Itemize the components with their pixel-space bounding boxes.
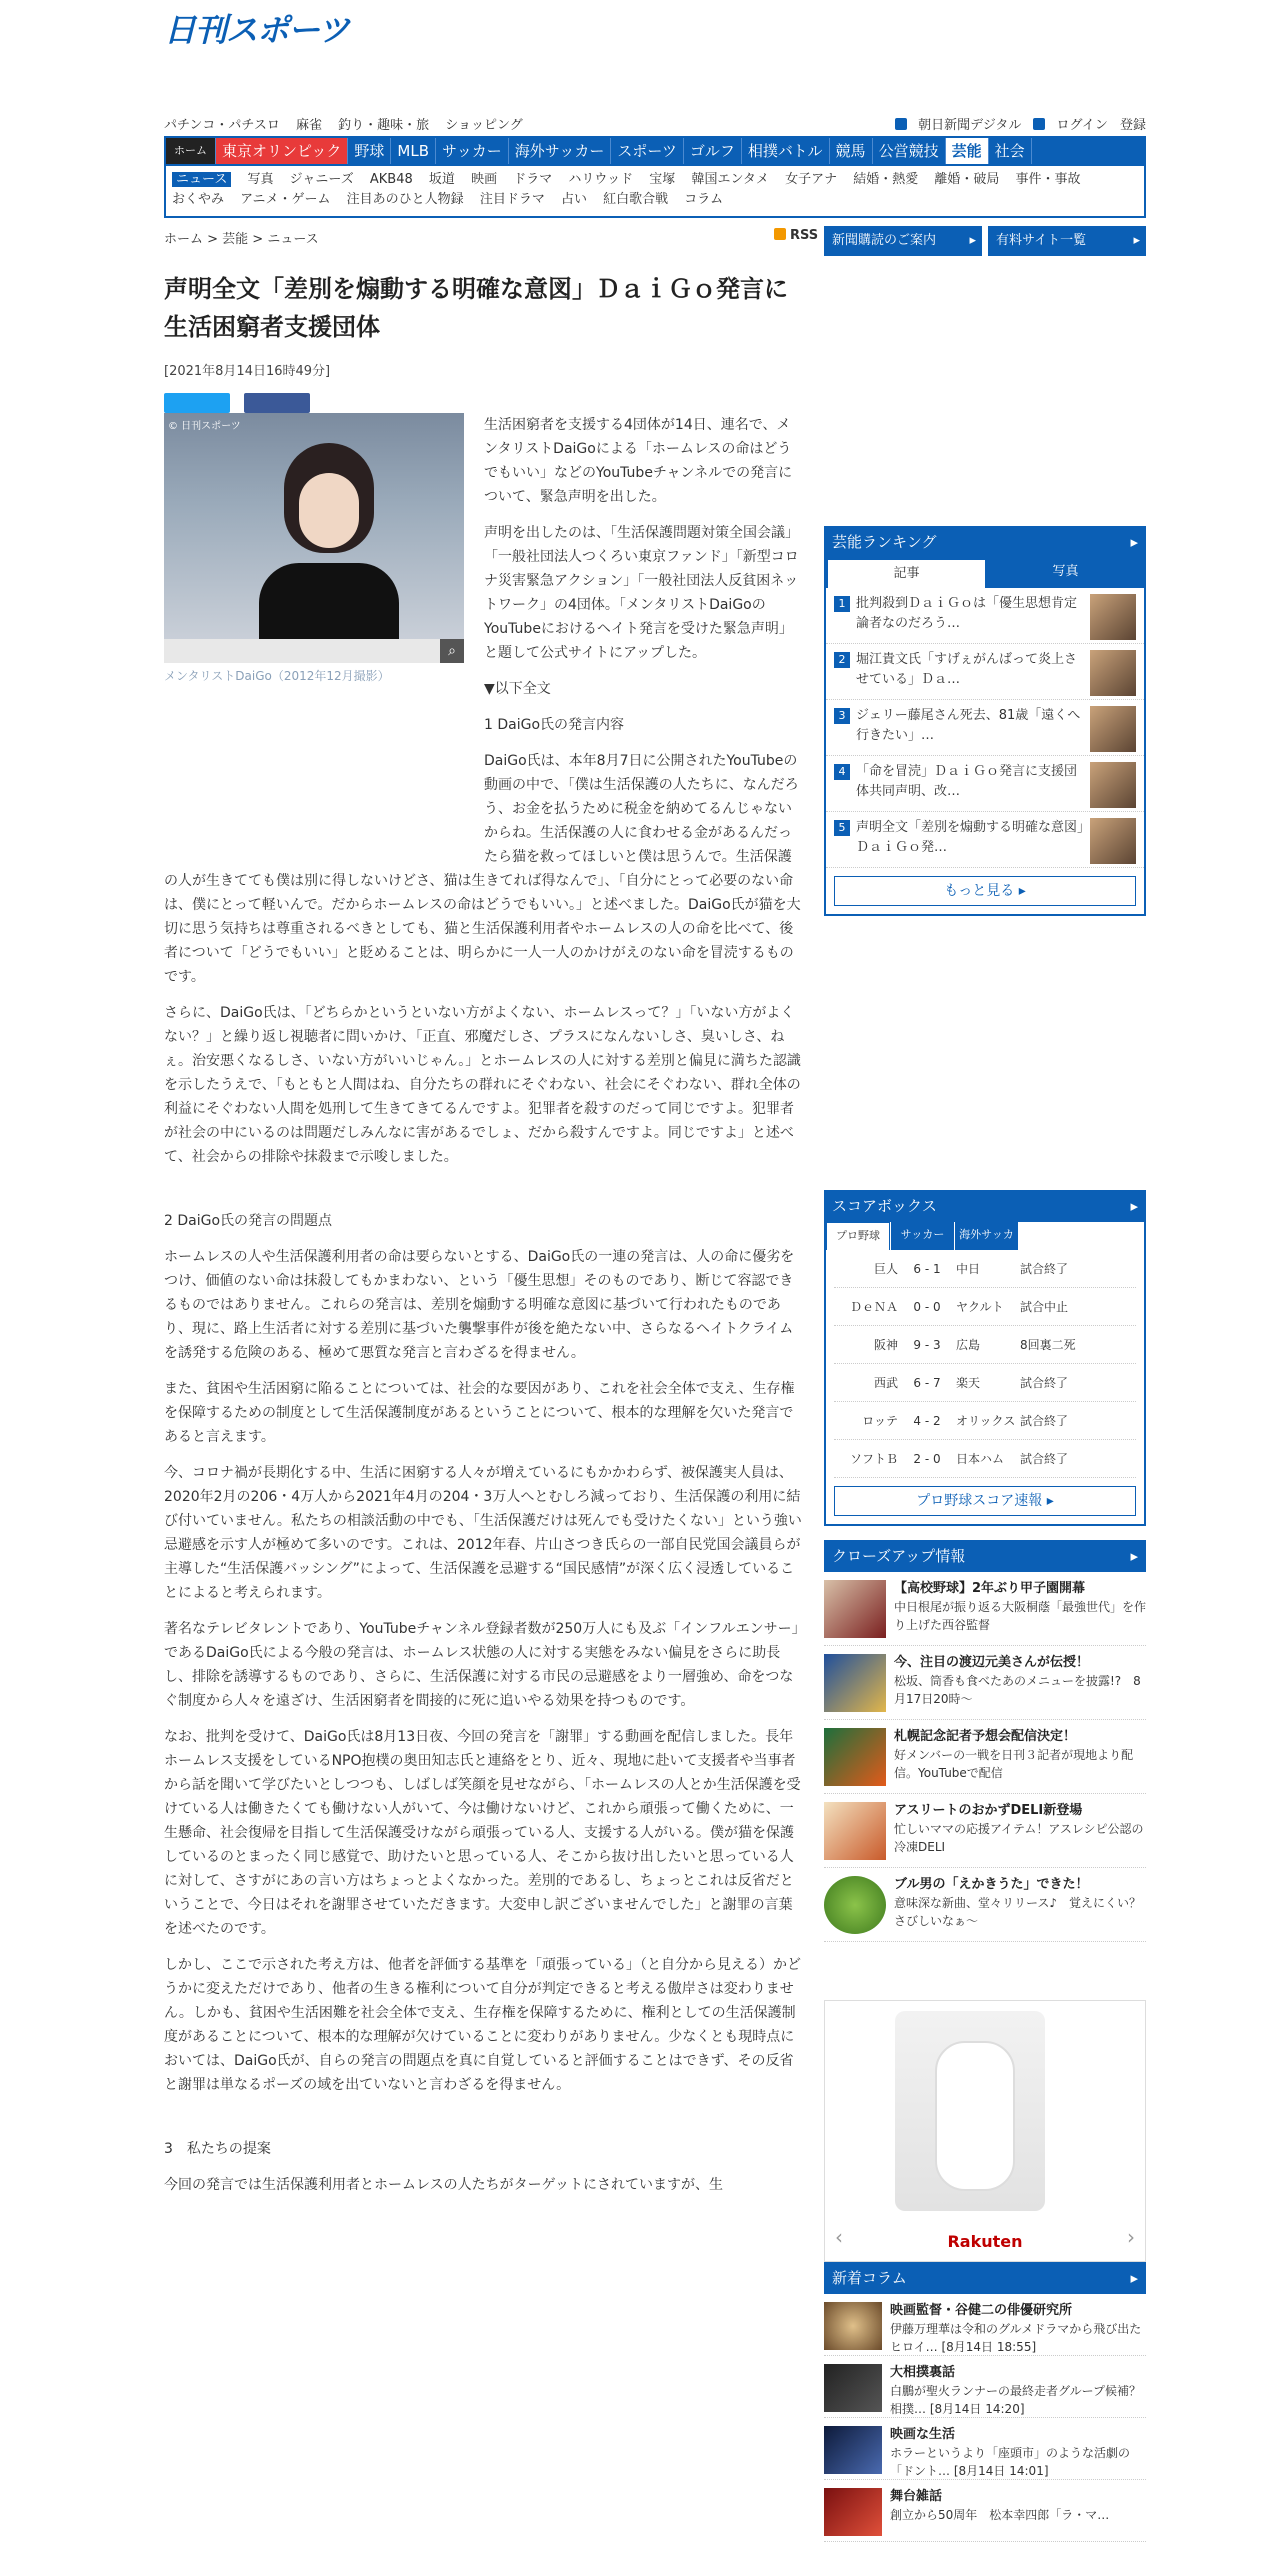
closeup-text: 忙しいママの応援アイテム！アスレシピ公認の冷凍DELI [894, 1822, 1144, 1854]
photo-body [259, 563, 399, 639]
score: 6 - 1 [913, 1262, 941, 1276]
closeup-thumbnail [824, 1728, 886, 1786]
subnav-anime[interactable]: アニメ・ゲーム [240, 192, 331, 207]
nav-sumo[interactable]: 相撲バトル [742, 138, 830, 164]
home-team: 巨人 [873, 1262, 898, 1276]
closeup-headline: 札幌記念記者予想会配信決定！ [894, 1729, 1077, 1744]
top-nav [164, 114, 1146, 134]
paragraph: 今回の発言では生活保護利用者とホームレスの人たちがターゲットにされていますが、生 [164, 2177, 724, 2193]
topnav-shopping[interactable]: ショッピング [445, 118, 523, 133]
tab-world-soccer[interactable]: 海外サッカー [954, 1222, 1018, 1250]
home-team: ＤｅＮＡ [849, 1300, 898, 1314]
closeup-headline: ブル男の「えかきうた」できた！ [894, 1877, 1089, 1892]
subnav-akb[interactable]: AKB48 [369, 172, 413, 187]
home-team: ロッテ [862, 1414, 898, 1428]
paragraph: なお、批判を受けて、DaiGo氏は8月13日夜、今回の発言を「謝罪」する動画を配信しました。長年ホームレス支援をしているNPO抱樸の奥田知志氏と連絡をとり、近々、現地に赴いて支援者や当事者から話を聞いて学びたいとしつつも、しばしば笑顔を見せながら、「ホームレスの人とか生活保護を受けている人は働きたくても働けない人がいて、今は働けないけど、これから頑張って働くために、一生懸命、社会復帰を目指して生活保護受けながら頑張っている人、支援する人がいる。僕が猫を保護しているのとまったく同じ感覚で、助けたいと思っている人、そこから抜け出したいと思っている人に対して、さすがにあの言い方はちょっとよくなかった。差別的であるし、ちょっとこれは反省だということで、今日はそれを謝罪させていただきます。大変申し訳ございませんでした」と謝罪の言葉を述べたのです。 [164, 1729, 801, 1937]
more-label: プロ野球スコア速報 [916, 1493, 1043, 1509]
ranking-item[interactable] [826, 644, 1144, 700]
column-item[interactable] [824, 2356, 1154, 2418]
subnav-news[interactable]: ニュース [172, 172, 231, 187]
right-top-buttons [824, 226, 1146, 256]
nav-mlb[interactable]: MLB [391, 138, 436, 164]
game-status: 8回裏二死 [1020, 1338, 1076, 1352]
sub-nav [164, 166, 1146, 218]
facebook-share-button[interactable] [244, 393, 310, 413]
article [164, 270, 804, 2193]
rank-number: 4 [834, 764, 850, 780]
paid-sites-button[interactable]: 有料サイト一覧 ▸ [988, 226, 1146, 256]
subnav-sakamichi[interactable]: 坂道 [428, 172, 455, 187]
closeup-thumbnail [824, 1580, 886, 1638]
closeup-text: 好メンバーの一戦を日刊３記者が現地より配信。YouTubeで配信 [894, 1748, 1134, 1780]
score-more-button[interactable]: プロ野球スコア速報 ▸ [834, 1486, 1136, 1516]
subnav-korea[interactable]: 韓国エンタメ [691, 172, 769, 187]
score: 9 - 3 [913, 1338, 941, 1352]
paragraph: ▼以下全文 [484, 681, 551, 697]
column-headline: 映画な生活 [890, 2427, 956, 2442]
ranking-box [824, 526, 1146, 916]
photo-caption: メンタリストDaiGo（2012年12月撮影） [164, 669, 390, 683]
column-thumbnail [824, 2364, 882, 2412]
subnav-obituary[interactable]: おくやみ [172, 192, 225, 207]
closeup-box [824, 1540, 1146, 1942]
rank-number: 3 [834, 708, 850, 724]
subnav-announcer[interactable]: 女子アナ [785, 172, 838, 187]
ranking-item[interactable] [826, 756, 1144, 812]
paragraph: 1 DaiGo氏の発言内容 [484, 717, 625, 733]
nav-olympic[interactable]: 東京オリンピック [216, 138, 348, 164]
subscription-button[interactable]: 新聞購読のご案内 ▸ [824, 226, 982, 256]
subnav-takarazuka[interactable]: 宝塚 [649, 172, 676, 187]
closeup-headline: 【高校野球】2年ぶり甲子園開幕 [894, 1581, 1086, 1596]
column-title[interactable]: 新着コラム ▸ [824, 2262, 1146, 2294]
closeup-title: クローズアップ情報 ▸ [824, 1540, 1146, 1572]
subnav-movie[interactable]: 映画 [471, 172, 498, 187]
nav-baseball[interactable]: 野球 [348, 138, 391, 164]
score-row[interactable] [834, 1364, 1136, 1402]
ranking-title[interactable]: 芸能ランキング ▸ [824, 526, 1146, 558]
rank-thumbnail [1090, 594, 1136, 640]
closeup-thumbnail [824, 1654, 886, 1712]
column-thumbnail [824, 2426, 882, 2474]
score-row[interactable] [834, 1250, 1136, 1288]
paragraph: 生活困窮者を支援する4団体が14日、連名で、メンタリストDaiGoによる「ホームレスの命はどうでもいい」などのYouTubeチャンネルでの発言について、緊急声明を出した。 [484, 417, 793, 505]
closeup-item[interactable] [824, 1794, 1146, 1868]
ranking-more-button[interactable]: もっと見る ▸ [834, 876, 1136, 906]
column-headline: 舞台雑話 [890, 2489, 943, 2504]
rss-label: RSS [790, 228, 819, 243]
score-row[interactable] [834, 1402, 1136, 1440]
asahi-link[interactable] [895, 118, 1021, 133]
share-buttons [164, 393, 804, 413]
ranking-item[interactable] [826, 700, 1144, 756]
column-headline: 大相撲裏話 [890, 2365, 956, 2380]
zoom-icon[interactable]: ⌕ [440, 639, 464, 663]
ad-brand: Rakuten [947, 2232, 1023, 2251]
game-status: 試合終了 [1020, 1414, 1069, 1428]
nav-sports[interactable]: スポーツ [611, 138, 683, 164]
rank-thumbnail [1090, 706, 1136, 752]
chevron-right-icon[interactable]: › [1127, 2225, 1135, 2249]
topnav-fishing[interactable]: 釣り・趣味・旅 [338, 118, 430, 133]
paragraph: ホームレスの人や生活保護利用者の命は要らないとする、DaiGo氏の一連の発言は、人の命に優劣をつけ、価値のない命は抹殺してもかまわない、という「優生思想」そのものであり、断じて容認できるものではありません。これらの発言は、差別を煽動する明確な意図に基づいて行われたものであり、現に、路上生活者に対する差別に基づいた襲撃事件が後を絶たない中、さらなるヘイトクライムを誘発する危険のある、極めて悪質な発言と言わざるを得ません。 [164, 1249, 795, 1361]
column-date: [8月14日 14:01] [953, 2464, 1049, 2478]
ad-product-detail [935, 2041, 1015, 2191]
column-text: 伊藤万理華は令和のグルメドラマから飛び出たヒロイ… [890, 2322, 1142, 2354]
photo-image [164, 413, 464, 639]
topnav-pachinko[interactable]: パチンコ・パチスロ [164, 118, 280, 133]
column-headline: 映画監督・谷健二の俳優研究所 [890, 2303, 1073, 2318]
ranking-item[interactable] [826, 812, 1144, 868]
column-date: [8月14日 18:55] [941, 2340, 1037, 2354]
paragraph: また、貧困や生活困窮に陥ることについては、社会的な要因があり、これを社会全体で支え、生存権を保障するための制度として生活保護制度があるということについて、根本的な理解を欠いた発言であると言えます。 [164, 1381, 795, 1445]
closeup-item[interactable] [824, 1720, 1146, 1794]
column-text: 創立から50周年 松本幸四郎「ラ・マ… [890, 2508, 1110, 2522]
scorebox [824, 1190, 1146, 1526]
tab-soccer[interactable]: サッカー [890, 1222, 954, 1250]
score-row[interactable] [834, 1440, 1136, 1478]
rank-text: 「命を冒涜」ＤａｉＧｏ発言に支援団体共同声明、改… [856, 764, 1078, 799]
game-status: 試合終了 [1020, 1452, 1069, 1466]
article-date: [2021年8月14日16時49分] [164, 364, 331, 379]
closeup-item[interactable] [824, 1868, 1146, 1942]
rank-number: 2 [834, 652, 850, 668]
rank-number: 1 [834, 596, 850, 612]
column-date: [8月14日 14:20] [929, 2402, 1025, 2416]
section-heading: 2 DaiGo氏の発言の問題点 [164, 1213, 333, 1229]
column-item[interactable] [824, 2418, 1146, 2480]
login-label: ログイン [1056, 118, 1108, 133]
nav-society[interactable]: 社会 [989, 138, 1032, 164]
tab-articles[interactable]: 記事 [826, 558, 987, 588]
away-team: 日本ハム [956, 1452, 1005, 1466]
chevron-left-icon[interactable]: ‹ [835, 2225, 843, 2249]
subnav-fortune[interactable]: 占い [560, 192, 587, 207]
game-status: 試合終了 [1020, 1376, 1069, 1390]
paragraph: しかし、ここで示された考え方は、他者を評価する基準を「頑張っている」（と自分から見える）かどうかに変えただけであり、他者の生きる権利について自分が判定できると考える傲岸さは変わりません。しかも、貧困や生活困難を社会全体で支え、生存権を保障するために、権利としての生活保護制度があることについて、根本的な理解が欠けていることに変わりがありません。少なくとも現時点においては、DaiGo氏が、自らの発言の問題点を真に自覚していると評価することはできず、その反省と謝罪は単なるポーズの域を出ていないと言わざるを得ません。 [164, 1957, 801, 2093]
closeup-thumbnail [824, 1802, 886, 1860]
closeup-item[interactable] [824, 1646, 1146, 1720]
column-text: 白鵬が聖火ランナーの最終走者グループ候補？ 相撲… [890, 2384, 1154, 2416]
main-nav [164, 136, 1146, 166]
ad-banner[interactable] [824, 2000, 1146, 2262]
site-logo[interactable] [164, 12, 364, 48]
rank-text: 堀江貴文氏「すげぇがんばって炎上させている」Ｄａ… [856, 652, 1078, 687]
paragraph: 今、コロナ禍が長期化する中、生活に困窮する人々が増えているにもかかわらず、被保護実人員は、2020年2月の206・4万人から2021年4月の204・3万人へとむしろ減っており、生活保護の利用に結び付いていません。私たちの相談活動の中でも、「生活保護だけは死んでも受けたくない」という強い忌避感を示す人が極めて多いのです。これは、2012年春、片山さつき氏らの一部自民党国会議員らが主導した“生活保護バッシング”によって、生活保護を忌避する“国民感情”が深く広く浸透していることによると考えられます。 [164, 1465, 802, 1601]
paragraph: DaiGo氏は、本年8月7日に公開されたYouTubeの動画の中で、「僕は生活保護の人たちに、なんだろう、お金を払うために税金を納めてるんじゃないからね。生活保護の人に食わせる金があるんだったら猫を救ってほしいと僕は思うんで。生活保護の人が生きてても僕は別に得しないけどさ、猫は生きてれば得なんで」、「自分にとって必要のない命は、僕にとって軽いんで。だからホームレスの命はどうでもいい。」と述べました。DaiGo氏が猫を大切に思う気持ちは尊重されるべきとしても、猫と生活保護利用者やホームレスの人の命を比べて、後者について「どうでもいい」と貶めることは、明らかに一人一人のかけがえのない命を冒涜するものです。 [164, 753, 801, 985]
subnav-hollywood[interactable]: ハリウッド [568, 172, 634, 187]
asahi-label: 朝日新聞デジタル [918, 118, 1022, 133]
breadcrumb[interactable]: ホーム > 芸能 > ニュース [164, 232, 319, 247]
article-title: 声明全文「差別を煽動する明確な意図」ＤａｉＧｏ発言に生活困窮者支援団体 [164, 275, 788, 341]
photo-credit: © 日刊スポーツ [168, 421, 241, 432]
subnav-photo[interactable]: 写真 [247, 172, 274, 187]
closeup-thumbnail [824, 1876, 886, 1934]
column-item[interactable] [824, 2480, 1146, 2542]
score: 0 - 0 [913, 1300, 941, 1314]
score: 4 - 2 [913, 1414, 941, 1428]
closeup-text: 意味深な新曲、堂々リリース♪ 覚えにくい？さびしいなぁ～ [894, 1896, 1142, 1928]
closeup-text: 松坂、筒香も食べたあのメニューを披露!? 8月17日20時～ [894, 1674, 1141, 1706]
photo-face [299, 473, 359, 548]
paragraph: 声明を出したのは、「生活保護問題対策全国会議」「一般社団法人つくろい東京ファンド」「新型コロナ災害緊急アクション」「一般社団法人反貧困ネットワーク」の4団体。「メンタリストDaiGoのYouTubeにおけるヘイト発言を受けた緊急声明」と題して公式サイトにアップした。 [484, 525, 799, 661]
column-thumbnail [824, 2302, 882, 2350]
nav-soccer[interactable]: サッカー [436, 138, 509, 164]
twitter-share-button[interactable] [164, 393, 230, 413]
rss-link[interactable] [774, 228, 818, 243]
login-icon [1033, 118, 1045, 130]
nav-golf[interactable]: ゴルフ [684, 138, 742, 164]
column-text: ホラーというより「座頭市」のような活劇の「ドント… [890, 2446, 1131, 2478]
scorebox-title[interactable]: スコアボックス ▸ [824, 1190, 1146, 1222]
home-team: ソフトＢ [849, 1452, 898, 1466]
game-status: 試合終了 [1020, 1262, 1069, 1276]
tab-photos[interactable]: 写真 [987, 558, 1144, 588]
closeup-text: 中日根尾が振り返る大阪桐蔭「最強世代」を作り上げた西谷監督 [894, 1600, 1147, 1632]
column-box [824, 2262, 1154, 2542]
home-team: 西武 [873, 1376, 898, 1390]
nav-keiba[interactable]: 競馬 [830, 138, 873, 164]
closeup-item[interactable] [824, 1572, 1146, 1646]
column-item[interactable] [824, 2294, 1146, 2356]
nav-geino[interactable]: 芸能 [946, 138, 989, 164]
subnav-divorce[interactable]: 離婚・破局 [934, 172, 1000, 187]
subnav-drama-pick[interactable]: 注目ドラマ [479, 192, 545, 207]
rank-text: ジェリー藤尾さん死去、81歳「遠くへ行きたい」… [856, 708, 1081, 743]
nav-home[interactable]: ホーム [166, 138, 216, 164]
section-heading: 3 私たちの提案 [164, 2141, 271, 2157]
away-team: オリックス [956, 1414, 1016, 1428]
tab-npb[interactable]: プロ野球 [826, 1222, 890, 1250]
score-row[interactable] [834, 1288, 1136, 1326]
ranking-item[interactable] [826, 588, 1144, 644]
login-link[interactable] [1033, 118, 1107, 133]
away-team: 楽天 [956, 1376, 981, 1390]
subnav-johnnys[interactable]: ジャニーズ [289, 172, 354, 187]
subnav-column[interactable]: コラム [684, 192, 724, 207]
nav-world-soccer[interactable]: 海外サッカー [509, 138, 612, 164]
away-team: ヤクルト [956, 1300, 1004, 1314]
paragraph: さらに、DaiGo氏は、「どちらかというといない方がよくない、ホームレスって？」「いない方がよくない？」と繰り返し視聴者に問いかけ、「正直、邪魔だしさ、プラスになんないしさ、臭いしさ、ねぇ。治安悪くなるしさ、いない方がいいじゃん。」とホームレスの人に対する差別と偏見に満ちた認識を示したうえで、「もともと人間はね、自分たちの群れにそぐわない、社会にそぐわない、群れ全体の利益にそぐわない人間を処刑して生きてきてるんですよ。犯罪者を殺すのだって同じですよ。犯罪者が社会の中にいるのは問題だしみんなに害があるでしょ、だから殺すんですよ。同じですよ」と述べて、社会からの排除や抹殺まで示唆しました。 [164, 1005, 801, 1165]
subnav-drama[interactable]: ドラマ [513, 172, 553, 187]
column-thumbnail [824, 2488, 882, 2536]
closeup-headline: 今、注目の渡辺元美さんが伝授！ [894, 1655, 1090, 1670]
score: 6 - 7 [913, 1376, 941, 1390]
rank-thumbnail [1090, 762, 1136, 808]
rank-text: 批判殺到ＤａｉＧｏは「優生思想肯定論者なのだろう… [856, 596, 1078, 631]
score: 2 - 0 [913, 1452, 941, 1466]
closeup-headline: アスリートのおかずDELI新登場 [894, 1803, 1083, 1818]
subnav-marriage[interactable]: 結婚・熱愛 [853, 172, 919, 187]
asahi-icon [895, 118, 907, 130]
nav-koei[interactable]: 公営競技 [873, 138, 946, 164]
logo-text: 日刊スポーツ [164, 11, 349, 49]
more-label: もっと見る [944, 883, 1015, 899]
rank-thumbnail [1090, 650, 1136, 696]
register-link[interactable]: 登録 [1119, 118, 1146, 133]
away-team: 広島 [956, 1338, 981, 1352]
home-team: 阪神 [873, 1338, 898, 1352]
topnav-mahjong[interactable]: 麻雀 [295, 118, 322, 133]
away-team: 中日 [956, 1262, 981, 1276]
article-photo[interactable] [164, 413, 464, 663]
rank-thumbnail [1090, 818, 1136, 864]
paragraph: 著名なテレビタレントであり、YouTubeチャンネル登録者数が250万人にも及ぶ「インフルエンサー」であるDaiGo氏による今般の発言は、ホームレス状態の人に対する実態をみない偏見をさらに助長し、排除を誘導するものであり、さらに、生活保護に対する市民の忌避感をより一層強め、命をつなぐ制度から人々を遠ざけ、生活困窮者を間接的に死に追いやる効果を持つものです。 [164, 1621, 799, 1709]
subnav-incident[interactable]: 事件・事故 [1015, 172, 1081, 187]
subnav-kohaku[interactable]: 紅白歌合戦 [603, 192, 669, 207]
rss-icon [774, 228, 786, 240]
rank-text: 声明全文「差別を煽動する明確な意図」ＤａｉＧｏ発… [856, 820, 1084, 855]
score-row[interactable] [834, 1326, 1136, 1364]
rank-number: 5 [834, 820, 850, 836]
subnav-people[interactable]: 注目あのひと人物録 [346, 192, 464, 207]
game-status: 試合中止 [1020, 1300, 1069, 1314]
